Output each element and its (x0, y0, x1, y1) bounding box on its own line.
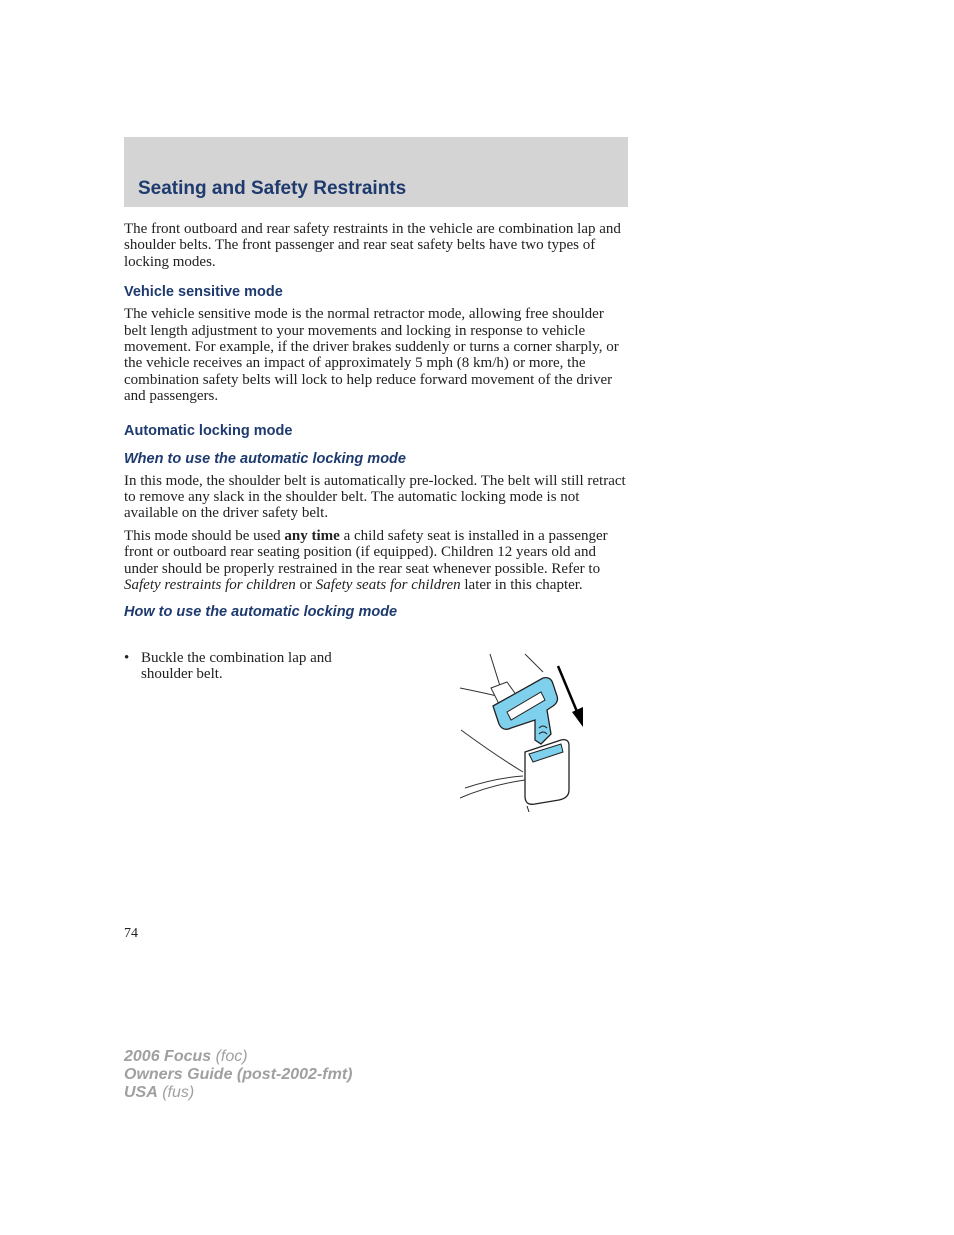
footer (124, 1048, 352, 1102)
reference-safety-seats: Safety seats for children (315, 577, 461, 594)
usage-text-2: a child safety seat is installed in a passenger front or outboard rear seating position (if equipped). Children 12 years old and under should be properly restrained in the rear seat whenever possible. Refer to (124, 527, 608, 577)
when-to-use-heading: When to use the automatic locking mode (124, 450, 406, 467)
usage-emphasis: any time (284, 527, 340, 544)
usage-text-3: later in this chapter. (460, 577, 583, 594)
page-number: 74 (124, 926, 138, 941)
footer-model-code: (foc) (211, 1048, 248, 1065)
vehicle-sensitive-paragraph: The vehicle sensitive mode is the normal retractor mode, allowing free shoulder belt length adjustment to your movements and locking in response to vehicle movement. For example, if the driver brakes suddenly or turns a corner sharply, or the vehicle receives an impact of approximately 5 mph (8 km/h) or more, the combination safety belts will lock to help reduce forward movement of the driver and passengers. (124, 306, 619, 405)
list-item (124, 650, 374, 683)
footer-guide: Owners Guide (post-2002-fmt) (124, 1066, 353, 1083)
usage-paragraph (124, 528, 628, 594)
usage-text-1: This mode should be used (124, 527, 285, 544)
footer-market: USA (124, 1084, 158, 1101)
main-content (124, 221, 628, 626)
footer-model: 2006 Focus (124, 1048, 212, 1065)
footer-line-2 (124, 1066, 352, 1084)
arrow-head (572, 707, 583, 727)
when-to-use-paragraph: In this mode, the shoulder belt is automatically pre-locked. The belt will still retract to remove any slack in the shoulder belt. The automatic locking mode is not available on the driver safety belt. (124, 472, 626, 522)
usage-text-or: or (295, 577, 316, 594)
bullet-text: Buckle the combination lap and shoulder belt. (141, 650, 332, 683)
how-to-use-heading: How to use the automatic locking mode (124, 603, 398, 620)
bullet-dot: • (124, 650, 130, 666)
seatbelt-buckle-icon (455, 650, 595, 820)
intro-paragraph: The front outboard and rear safety restraints in the vehicle are combination lap and shoulder belts. The front passenger and rear seat safety belts have two types of locking modes. (124, 221, 621, 270)
footer-line-1 (124, 1048, 352, 1066)
automatic-locking-heading: Automatic locking mode (124, 422, 293, 439)
section-title: Seating and Safety Restraints (138, 178, 407, 199)
section-header-band (124, 137, 628, 207)
footer-line-3 (124, 1084, 352, 1102)
reference-safety-restraints: Safety restraints for children (124, 577, 296, 594)
footer-market-code: (fus) (157, 1084, 195, 1101)
vehicle-sensitive-heading: Vehicle sensitive mode (124, 284, 283, 301)
